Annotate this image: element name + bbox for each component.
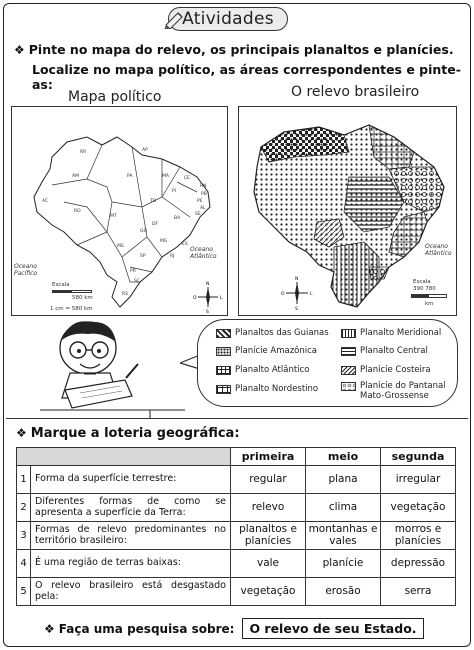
row-question: Forma da superfície terrestre: [31, 466, 231, 494]
option-meio[interactable]: montanhas e vales [306, 522, 381, 550]
political-scale-bar [52, 290, 92, 293]
legend-item-meridional [341, 329, 441, 339]
relief-scale-unit: km [425, 301, 434, 307]
row-question: Diferentes formas de como se apresenta a superfície da Terra: [31, 494, 231, 522]
relief-compass-icon [281, 276, 313, 312]
state-label-rs: RS [122, 292, 128, 297]
state-label-mg: MG [160, 239, 168, 244]
bullet-icon: ❖ [16, 426, 27, 440]
option-segunda[interactable]: serra [381, 578, 456, 606]
row-number: 2 [17, 494, 31, 522]
quiz-header-blank [17, 448, 231, 466]
legend-item-costeira [341, 366, 431, 376]
row-number: 1 [17, 466, 31, 494]
legend-label: Planície do Pantanal Mato-Grossense [360, 381, 446, 401]
relief-scale-bar [411, 294, 447, 298]
relief-ocean-atlantic: Oceano Atlântico [425, 243, 452, 257]
instruction-text-1: Pinte no mapa do relevo, os principais planaltos e planícies. [28, 42, 454, 57]
relief-compass-n: N [295, 277, 299, 282]
state-label-rn: RN [200, 184, 207, 189]
quiz-heading-text: Marque a loteria geográfica: [30, 426, 240, 441]
bullet-icon: ❖ [14, 43, 25, 57]
relief-legend [197, 319, 458, 407]
compass-l: L [220, 296, 223, 301]
state-label-ap: AP [142, 148, 148, 153]
row-question: O relevo brasileiro está desgastado pela: [31, 578, 231, 606]
student-cartoon-icon [40, 318, 185, 418]
political-map [11, 106, 228, 316]
legend-item-atlantico [216, 366, 309, 376]
state-label-pa: PA [127, 174, 133, 179]
compass-s: S [206, 310, 209, 315]
table-row [17, 494, 456, 522]
option-segunda[interactable]: irregular [381, 466, 456, 494]
instruction-text-2: Localize no mapa político, as áreas correspondentes e pinte-as: [32, 62, 461, 92]
legend-item-amazonica [216, 347, 317, 357]
compass-n: N [206, 282, 210, 287]
brazil-political-outline [12, 107, 229, 317]
option-segunda[interactable]: vegetação [381, 494, 456, 522]
col-header-primeira: primeira [231, 448, 306, 466]
state-label-pi: PI [172, 189, 177, 194]
legend-label: Planície Costeira [360, 365, 431, 375]
political-scale-ratio: 1 cm = 580 km [50, 306, 93, 312]
compass-o: O [193, 296, 197, 301]
state-label-to: TO [150, 199, 157, 204]
col-header-segunda: segunda [381, 448, 456, 466]
political-scale-label: Escala [52, 282, 70, 288]
legend-swatch-cross [216, 366, 231, 375]
page-title-text: Atividades [182, 9, 274, 29]
option-meio[interactable]: clima [306, 494, 381, 522]
state-label-ac: AC [42, 199, 49, 204]
research-prompt [44, 618, 424, 639]
state-label-go: GO [140, 229, 148, 234]
state-label-ms: MS [117, 244, 124, 249]
relief-compass-l: L [310, 292, 313, 297]
state-label-df: DF [152, 222, 159, 227]
political-ocean-atlantic: Oceano Atlântico [190, 246, 217, 260]
col-header-meio: meio [306, 448, 381, 466]
state-label-ma: MA [162, 174, 169, 179]
option-primeira[interactable]: vale [231, 550, 306, 578]
quiz-table [16, 447, 456, 606]
instruction-line-1 [14, 42, 454, 57]
option-meio[interactable]: plana [306, 466, 381, 494]
legend-label: Planaltos das Guianas [235, 328, 329, 338]
legend-item-central [341, 347, 428, 357]
section-divider [6, 418, 468, 419]
row-number: 4 [17, 550, 31, 578]
legend-swatch-check [216, 329, 231, 338]
row-question: É uma região de terras baixas: [31, 550, 231, 578]
state-label-es: ES [182, 242, 188, 247]
quiz-heading [16, 426, 240, 441]
state-label-pb: PB [201, 192, 207, 197]
table-row [17, 466, 456, 494]
option-segunda[interactable]: depressão [381, 550, 456, 578]
state-label-rr: RR [80, 150, 87, 155]
option-primeira[interactable]: vegetação [231, 578, 306, 606]
relief-scale-value: 390 780 [413, 286, 436, 292]
state-label-pr: PR [130, 269, 136, 274]
row-question: Formas de relevo predominantes no território brasileiro: [31, 522, 231, 550]
political-ocean-pacific: Oceano Pacífico [14, 263, 38, 277]
legend-item-guianas [216, 329, 329, 339]
state-label-mt: MT [110, 214, 117, 219]
row-number: 5 [17, 578, 31, 606]
legend-swatch-plus [216, 385, 231, 394]
political-compass-icon [193, 281, 223, 315]
page-title [168, 7, 288, 31]
state-label-ro: RO [74, 209, 81, 214]
legend-label: Planalto Central [360, 346, 428, 356]
state-label-ba: BA [174, 216, 181, 221]
table-row [17, 550, 456, 578]
option-primeira[interactable]: relevo [231, 494, 306, 522]
relief-compass-o: O [281, 292, 285, 297]
research-topic-box: O relevo de seu Estado. [242, 618, 423, 639]
title-banner-group [168, 7, 288, 33]
legend-item-pantanal [341, 382, 453, 402]
legend-item-nordestino [216, 385, 318, 395]
research-prompt-text: Faça uma pesquisa sobre: [58, 621, 235, 636]
state-label-se: SE [195, 212, 201, 217]
relief-compass-s: S [295, 307, 298, 312]
legend-label: Planalto Atlântico [235, 365, 310, 375]
state-label-sp: SP [140, 254, 146, 259]
state-label-am: AM [72, 174, 79, 179]
legend-label: Planície Amazônica [235, 346, 318, 356]
legend-swatch-lines [341, 347, 356, 356]
state-label-al: AL [200, 206, 206, 211]
state-label-pe: PE [197, 199, 203, 204]
state-label-sc: SC [134, 279, 140, 284]
legend-swatch-dots [216, 347, 231, 356]
row-number: 3 [17, 522, 31, 550]
relief-map [238, 106, 457, 316]
legend-label: Planalto Nordestino [235, 384, 319, 394]
bullet-icon: ❖ [44, 621, 55, 636]
political-scale-value: 580 km [72, 295, 93, 301]
relief-scale-label: Escala [413, 279, 431, 285]
political-map-title: Mapa político [68, 89, 162, 105]
legend-swatch-rings [341, 382, 356, 391]
table-row [17, 578, 456, 606]
state-label-rj: RJ [170, 254, 175, 259]
option-segunda[interactable]: morros e planícies [381, 522, 456, 550]
legend-swatch-diag [341, 366, 356, 375]
option-meio[interactable]: planície [306, 550, 381, 578]
table-row [17, 522, 456, 550]
option-primeira[interactable]: planaltos e planícies [231, 522, 306, 550]
option-meio[interactable]: erosão [306, 578, 381, 606]
legend-swatch-vert [341, 329, 356, 338]
pencil-icon [164, 9, 186, 29]
legend-label: Planalto Meridional [360, 328, 442, 338]
option-primeira[interactable]: regular [231, 466, 306, 494]
state-label-ce: CE [184, 176, 190, 181]
quiz-header-row [17, 448, 456, 466]
relief-map-title: O relevo brasileiro [291, 84, 420, 100]
